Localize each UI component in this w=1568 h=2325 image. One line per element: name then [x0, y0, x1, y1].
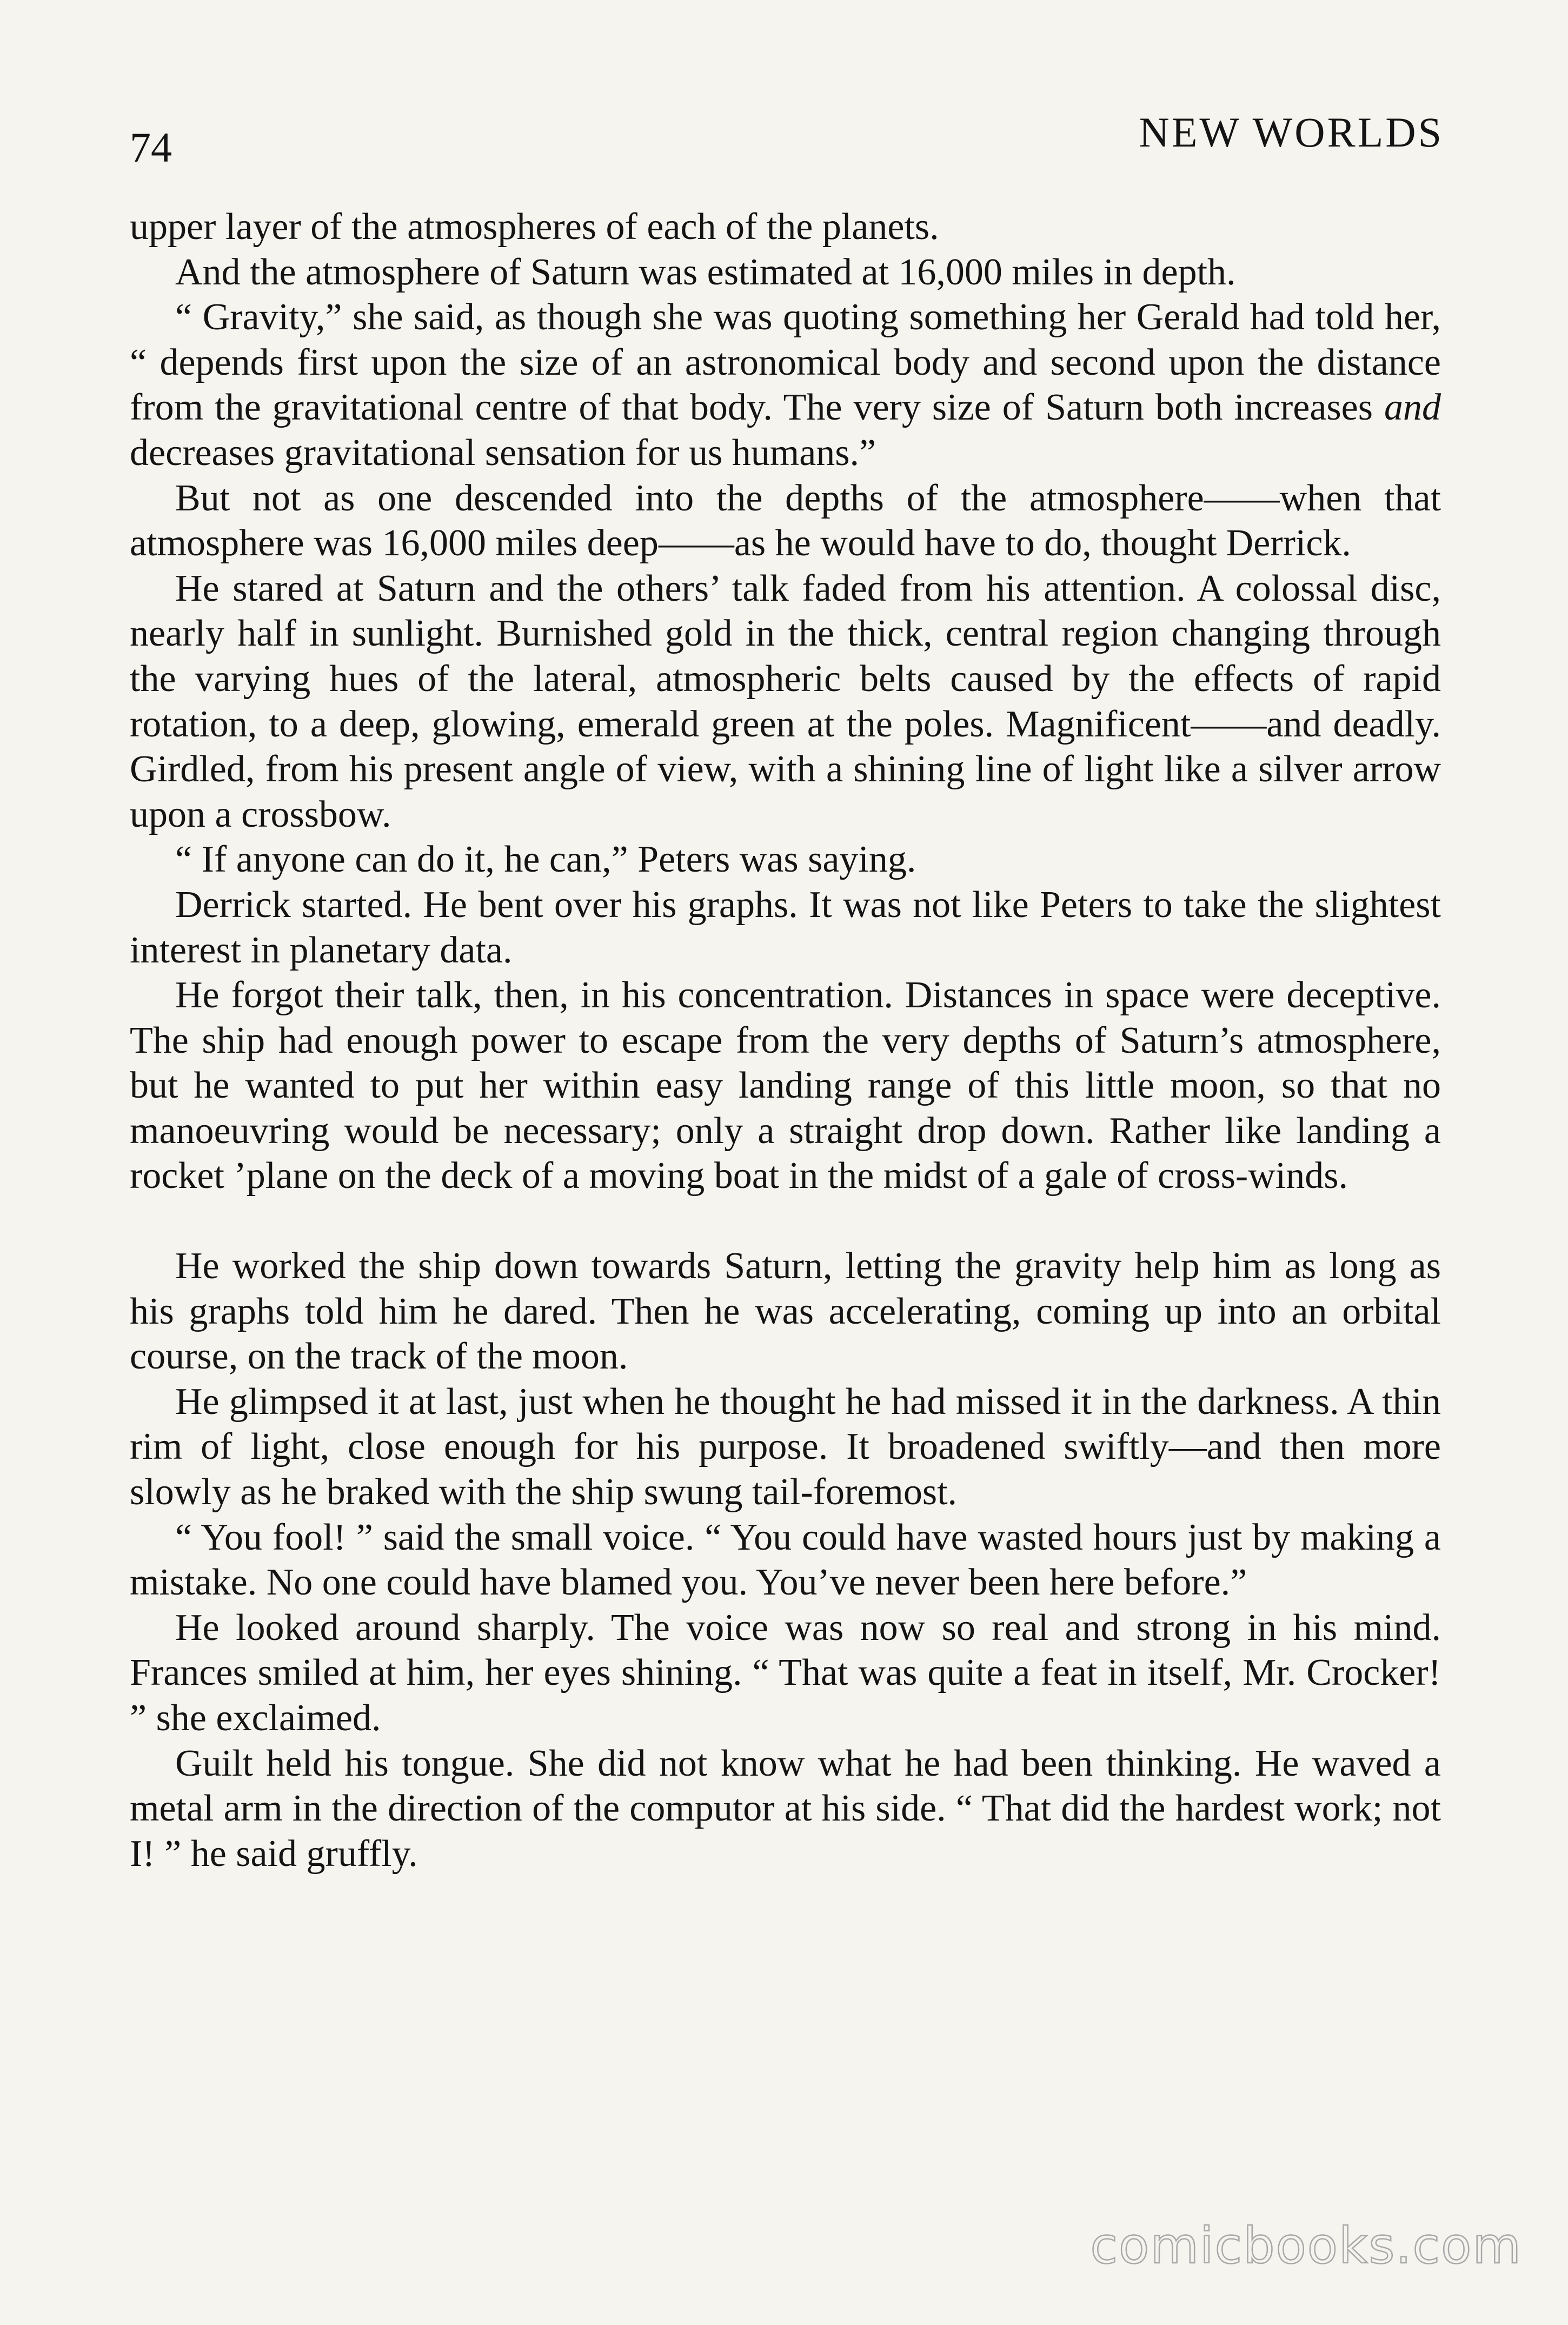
paragraph-3: [130, 295, 1441, 475]
emphasis-and: and: [1384, 387, 1441, 429]
paragraph-11: “ You fool! ” said the small voice. “ You could have wasted hours just by making a mistake. No one could have blamed you. You’ve never been here before.”: [130, 1516, 1441, 1604]
page-number: 74: [130, 124, 172, 171]
paragraph-5: He stared at Saturn and the others’ talk faded from his attention. A colossal disc, nearly half in sunlight. Burnished gold in the thick, central region changing through the varying hues of the lateral, atmospheric belts caused by the effects of rapid rotation, to a deep, glowing, emerald green at the poles. Magnificent——and deadly. Girdled, from his present angle of view, with a shining line of light like a silver arrow upon a crossbow.: [130, 567, 1441, 835]
paragraph-3-end: decreases gravitational sensation for us humans.”: [130, 431, 876, 474]
running-title: NEW WORLDS: [1139, 109, 1444, 156]
paragraph-12: He looked around sharply. The voice was now so real and strong in his mind. Frances smiled at him, her eyes shining. “ That was quite a feat in itself, Mr. Crocker! ” she exclaimed.: [130, 1606, 1441, 1739]
paragraph-4: But not as one descended into the depths of the atmosphere——when that atmosphere was 16,000 miles deep——as he would have to do, thought Derrick.: [130, 477, 1441, 564]
paragraph-9: He worked the ship down towards Saturn, letting the gravity help him as long as his graphs told him he dared. Then he was accelerating, coming up into an orbital course, on the track of the moon.: [130, 1245, 1441, 1378]
paragraph-6: “ If anyone can do it, he can,” Peters was saying.: [175, 839, 916, 881]
paragraph-2: And the atmosphere of Saturn was estimated at 16,000 miles in depth.: [175, 251, 1236, 293]
paragraph-7: Derrick started. He bent over his graphs. It was not like Peters to take the slightest interest in planetary data.: [130, 883, 1441, 971]
paragraph-13: Guilt held his tongue. She did not know what he had been thinking. He waved a metal arm in the direction of the computor at his side. “ That did the hardest work; not I! ” he said gruffly.: [130, 1742, 1441, 1875]
paragraph-1: upper layer of the atmospheres of each of the planets.: [130, 206, 939, 248]
watermark: comicbooks.com: [1090, 2217, 1522, 2275]
paragraph-3-start: “ Gravity,” she said, as though she was quoting something her Gerald had told her, “ depends first upon the size of an astronomical body and second upon the distance from the gravitational centre of that body. The very size of Saturn both increases: [130, 296, 1441, 429]
paragraph-8: He forgot their talk, then, in his concentration. Distances in space were deceptive. The ship had enough power to escape from the very depths of Saturn’s atmosphere, but he wanted to put her within easy landing range of this little moon, so that no manoeuvring would be necessary; only a straight drop down. Rather like landing a rocket ’plane on the deck of a moving boat in the midst of a gale of cross-winds.: [130, 974, 1441, 1197]
body-text: [130, 204, 1441, 1876]
paragraph-10: He glimpsed it at last, just when he thought he had missed it in the darkness. A thin rim of light, close enough for his purpose. It broadened swiftly—and then more slowly as he braked with the ship swung tail-foremost.: [130, 1380, 1441, 1513]
running-head: [130, 108, 1444, 171]
